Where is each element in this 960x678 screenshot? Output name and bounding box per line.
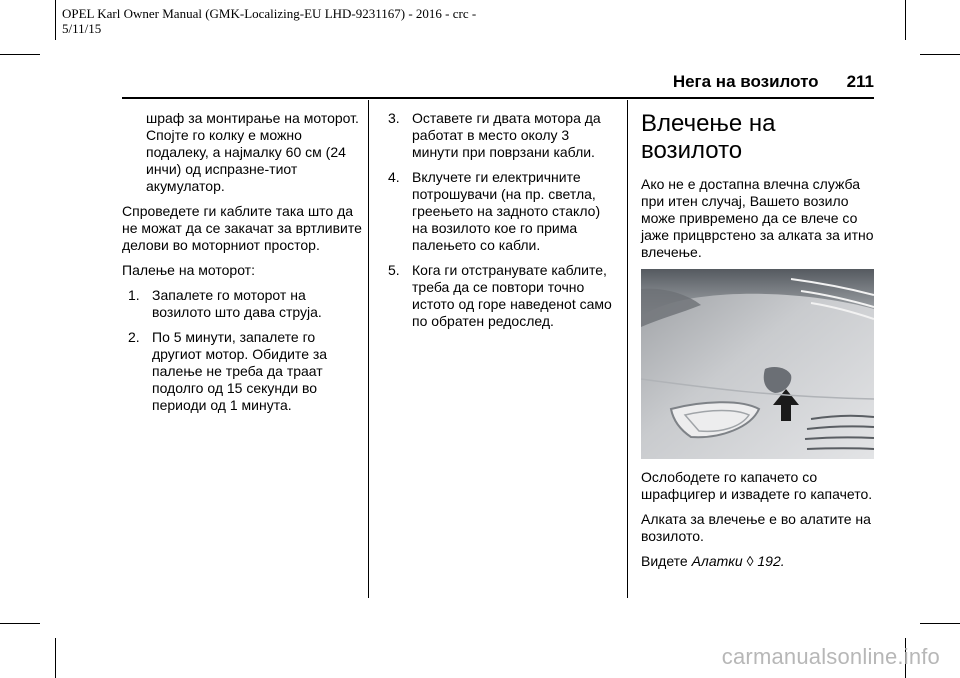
cross-reference: [641, 553, 877, 570]
list-text: Запалете го моторот на возилото што дава струја.: [152, 287, 322, 320]
list-number: 5.: [388, 262, 400, 278]
section-heading: Влечење на возилото: [641, 110, 776, 164]
paragraph: Палење на моторот:: [122, 262, 255, 278]
column-3: [641, 110, 877, 578]
list-number: 3.: [388, 110, 400, 126]
column-2: [388, 110, 616, 338]
see-reference-link[interactable]: Алатки: [691, 553, 743, 569]
list-item: [388, 110, 616, 161]
crop-mark: [920, 623, 960, 624]
see-page-number: 192.: [757, 553, 785, 569]
list-item: [388, 169, 616, 254]
crop-mark: [0, 623, 40, 624]
list-text: Кога ги отстранувате каблите, треба да се повтори точно истото од горе наведеноt само по обратен редослед.: [412, 262, 612, 329]
crop-mark: [920, 54, 960, 55]
see-label: Видете: [641, 553, 688, 569]
paragraph: Ако не е достапна влечна служба при итен случај, Вашето возило може привремено да се влече со јаже прицврстено за алката за итно влечење.: [641, 176, 874, 260]
list-item: [388, 262, 616, 330]
list-number: 2.: [128, 329, 140, 345]
crop-mark: [55, 0, 56, 40]
list-item: [122, 329, 362, 414]
paragraph-continued: шраф за монтирање на моторот. Спојте го колку е можно подалеку, а најмалку 60 см (24 инчи) од испразне-тиот акумулатор.: [146, 110, 359, 194]
header-rule: [122, 97, 874, 99]
list-number: 4.: [388, 169, 400, 185]
crop-mark: [55, 638, 56, 678]
reference-arrow-icon: ◊: [746, 553, 754, 569]
section-title: Нега на возилото: [672, 72, 819, 91]
paragraph: Алката за влечење е во алатите на возилото.: [641, 511, 871, 544]
list-number: 1.: [128, 287, 140, 303]
print-header: [62, 6, 476, 36]
column-1: [122, 110, 362, 422]
paragraph: Спроведете ги каблите така што да не можат да се закачат за вртливите делови во моторниот простор.: [122, 203, 362, 253]
list-text: По 5 минути, запалете го другиот мотор. Обидите за палење не треба да траат подолго од 15 секунди во периоди од 1 минута.: [152, 329, 328, 413]
crop-mark: [0, 54, 40, 55]
paragraph: Ослободете го капачето со шрафцигер и извадете го капачето.: [641, 469, 873, 502]
list-item: [122, 287, 362, 321]
list-text: Вклучете ги електричните потрошувачи (на пр. светла, греењето на задното стакло) на возилото кое го прима палењето со кабли.: [412, 169, 601, 253]
print-header-line2: 5/11/15: [62, 21, 102, 36]
page-number: 211: [846, 72, 874, 91]
list-text: Оставете ги двата мотора да работат в место околу 3 минути при поврзани кабли.: [412, 110, 601, 160]
watermark: carmanualsonline.info: [721, 644, 940, 669]
bumper-illustration: [641, 269, 874, 459]
print-header-line1: OPEL Karl Owner Manual (GMK-Localizing-EU LHD-9231167) - 2016 - crc -: [62, 6, 477, 21]
crop-mark: [905, 0, 906, 40]
column-divider: [368, 100, 369, 598]
column-divider: [627, 100, 628, 598]
page-title: [640, 72, 874, 92]
